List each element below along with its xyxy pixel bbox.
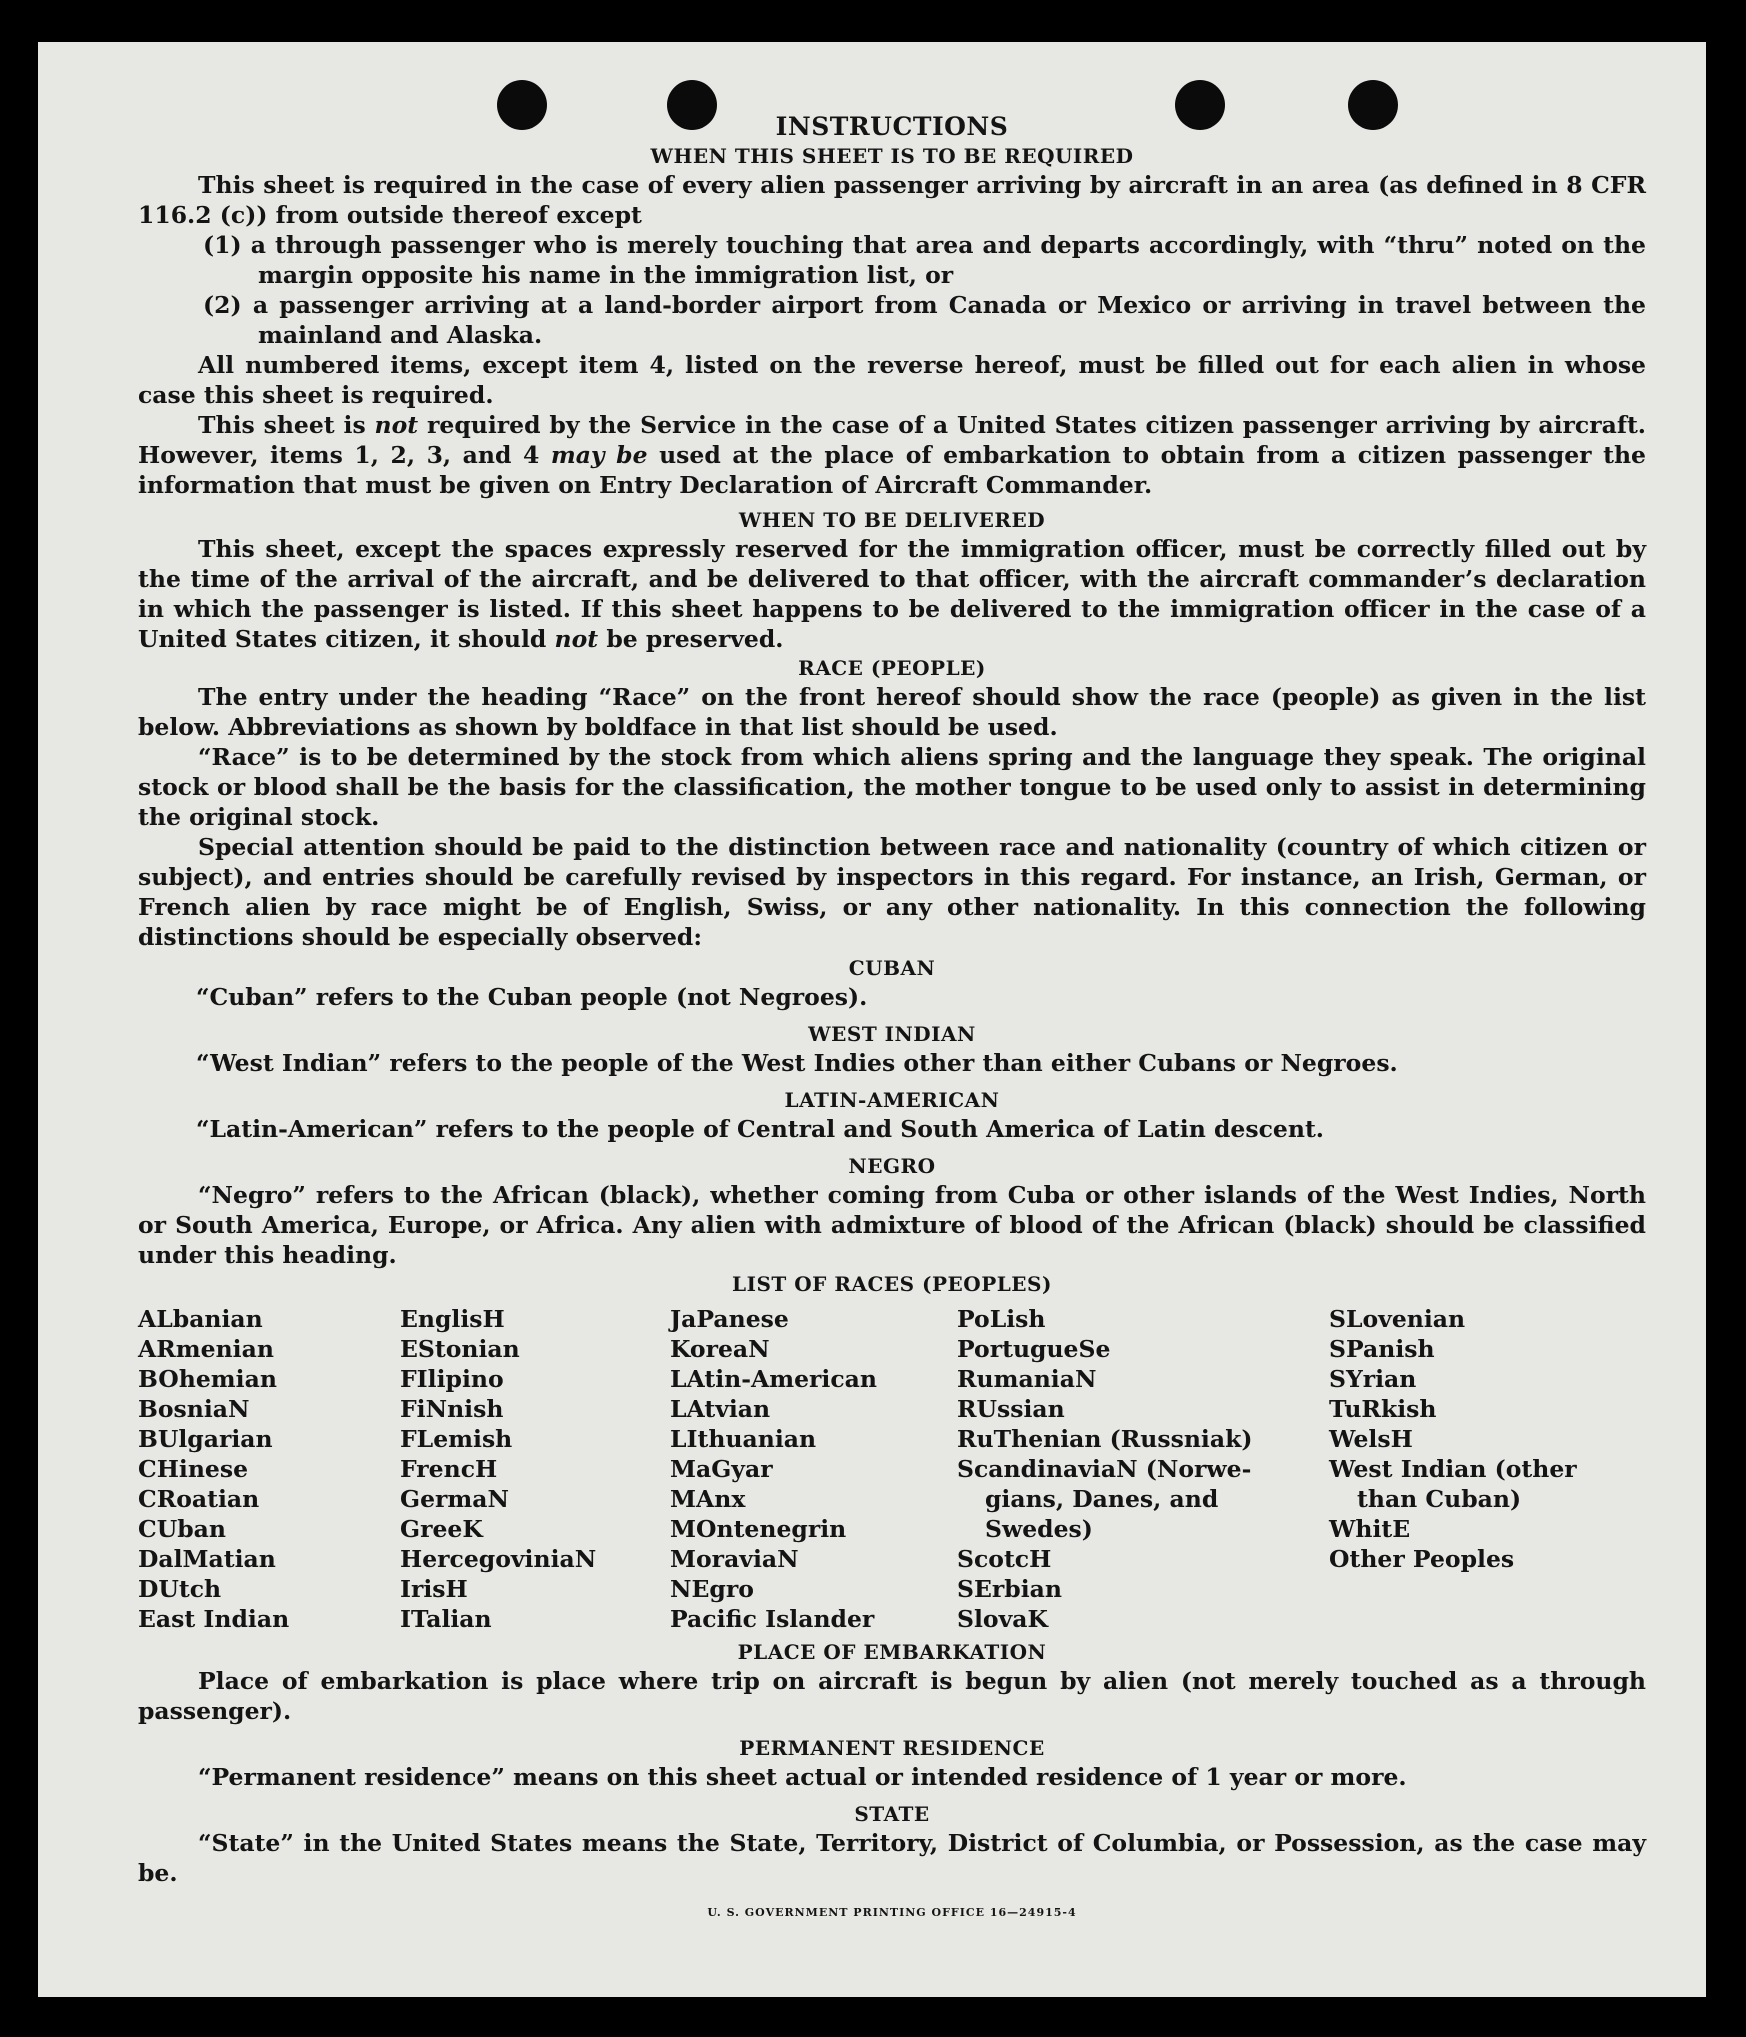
races-column-4	[957, 1304, 1329, 1634]
race-item-continuation: gians, Danes, and	[985, 1485, 1219, 1513]
exception-item-2: (2) a passenger arriving at a land-border airport from Canada or Mexico or arriving in travel between the mainland and Alaska.	[203, 291, 1646, 349]
section-heading-race: RACE (PEOPLE)	[798, 656, 986, 680]
race-item: GreeK	[400, 1515, 483, 1543]
race-item: Other Peoples	[1329, 1545, 1515, 1573]
race-item: EnglisH	[400, 1305, 505, 1333]
race-item: SLovenian	[1329, 1305, 1466, 1333]
race-item: ITalian	[400, 1605, 492, 1633]
paragraph: “Cuban” refers to the Cuban people (not Negroes).	[196, 983, 868, 1011]
instructions-body	[138, 112, 1646, 1928]
race-item: ARmenian	[138, 1335, 274, 1363]
paragraph: All numbered items, except item 4, listed on the reverse hereof, must be filled out for each alien in whose case this sheet is required.	[138, 351, 1646, 409]
race-item: TuRkish	[1329, 1395, 1437, 1423]
races-column-5	[1329, 1304, 1629, 1634]
section-heading-cuban: CUBAN	[848, 956, 936, 980]
races-list	[138, 1304, 1646, 1634]
race-item: KoreaN	[670, 1335, 770, 1363]
paragraph: “West Indian” refers to the people of the West Indies other than either Cubans or Negroes.	[196, 1049, 1398, 1077]
race-item: WhitE	[1329, 1515, 1411, 1543]
page-title: INSTRUCTIONS	[775, 112, 1009, 141]
race-item: Pacific Islander	[670, 1605, 875, 1633]
race-item: EStonian	[400, 1335, 520, 1363]
paragraph: This sheet is not required by the Service in the case of a United States citizen passenger arriving by aircraft. However, items 1, 2, 3, and 4 may be used at the place of embarkation to obtain from a citizen passenger the information that must be given on Entry Declaration of Aircraft Commander.	[138, 411, 1646, 499]
race-item: DalMatian	[138, 1545, 276, 1573]
paragraph: Special attention should be paid to the distinction between race and nationality (country of which citizen or subject), and entries should be carefully revised by inspectors in this regard. For instance, an Irish, German, or French alien by race might be of English, Swiss, or any other nationality. In this connection the following distinctions should be especially observed:	[138, 833, 1646, 951]
race-item: MaGyar	[670, 1455, 773, 1483]
race-item: RUssian	[957, 1395, 1065, 1423]
section-heading-required: WHEN THIS SHEET IS TO BE REQUIRED	[650, 144, 1134, 168]
paragraph: This sheet is required in the case of every alien passenger arriving by aircraft in an area (as defined in 8 CFR 116.2 (c)) from outside thereof except	[138, 171, 1646, 229]
section-heading-residence: PERMANENT RESIDENCE	[739, 1736, 1045, 1760]
race-item: FrencH	[400, 1455, 498, 1483]
race-item: FiNnish	[400, 1395, 504, 1423]
paragraph: Place of embarkation is place where trip on aircraft is begun by alien (not merely touched as a through passenger).	[138, 1667, 1646, 1725]
section-heading-west-indian: WEST INDIAN	[808, 1022, 976, 1046]
race-item: NEgro	[670, 1575, 754, 1603]
race-item: PoLish	[957, 1305, 1046, 1333]
paragraph: “Permanent residence” means on this sheet actual or intended residence of 1 year or more.	[198, 1763, 1407, 1791]
race-item: HercegoviniaN	[400, 1545, 597, 1573]
race-item: West Indian (other	[1329, 1455, 1577, 1483]
race-item: PortugueSe	[957, 1335, 1111, 1363]
race-item: DUtch	[138, 1575, 222, 1603]
section-heading-negro: NEGRO	[848, 1154, 936, 1178]
race-item: BOhemian	[138, 1365, 277, 1393]
race-item: ScotcH	[957, 1545, 1052, 1573]
race-item: WelsH	[1329, 1425, 1413, 1453]
race-item: MoraviaN	[670, 1545, 799, 1573]
race-item: CRoatian	[138, 1485, 260, 1513]
race-item: CHinese	[138, 1455, 249, 1483]
document-page	[38, 42, 1706, 1997]
race-item: ALbanian	[138, 1305, 263, 1333]
race-item: LAtin-American	[670, 1365, 877, 1393]
section-heading-list-of-races: LIST OF RACES (PEOPLES)	[732, 1272, 1052, 1296]
race-item: ScandinaviaN (Norwe-	[957, 1455, 1252, 1483]
section-heading-latin-american: LATIN-AMERICAN	[784, 1088, 1000, 1112]
race-item: FIlipino	[400, 1365, 504, 1393]
race-item: SPanish	[1329, 1335, 1435, 1363]
races-column-3	[670, 1304, 957, 1634]
paragraph: “Race” is to be determined by the stock from which aliens spring and the language they speak. The original stock or blood shall be the basis for the classification, the mother tongue to be used only to assist in determining the original stock.	[138, 743, 1646, 831]
race-item: MOntenegrin	[670, 1515, 847, 1543]
race-item: BosniaN	[138, 1395, 250, 1423]
paragraph: “State” in the United States means the State, Territory, District of Columbia, or Possession, as the case may be.	[138, 1829, 1646, 1887]
section-heading-delivered: WHEN TO BE DELIVERED	[738, 508, 1046, 532]
race-item: RuThenian (Russniak)	[957, 1425, 1253, 1453]
paragraph: “Latin-American” refers to the people of Central and South America of Latin descent.	[196, 1115, 1324, 1143]
race-item-continuation: Swedes)	[985, 1515, 1093, 1543]
race-item: MAnx	[670, 1485, 746, 1513]
race-item: FLemish	[400, 1425, 513, 1453]
section-heading-state: STATE	[854, 1802, 930, 1826]
race-item: LIthuanian	[670, 1425, 817, 1453]
races-column-1	[138, 1304, 400, 1634]
printer-imprint: U. S. GOVERNMENT PRINTING OFFICE 16—24915-4	[707, 1906, 1077, 1919]
exception-item-1: (1) a through passenger who is merely touching that area and departs accordingly, with “thru” noted on the margin opposite his name in the immigration list, or	[203, 231, 1646, 289]
race-item: LAtvian	[670, 1395, 771, 1423]
section-heading-embarkation: PLACE OF EMBARKATION	[737, 1640, 1047, 1664]
race-item-continuation: than Cuban)	[1357, 1485, 1522, 1513]
paragraph: The entry under the heading “Race” on the front hereof should show the race (people) as given in the list below. Abbreviations as shown by boldface in that list should be used.	[138, 683, 1646, 741]
race-item: BUlgarian	[138, 1425, 273, 1453]
race-item: SYrian	[1329, 1365, 1417, 1393]
race-item: JaPanese	[670, 1305, 789, 1333]
race-item: East Indian	[138, 1605, 290, 1633]
race-item: SlovaK	[957, 1605, 1048, 1633]
race-item: IrisH	[400, 1575, 468, 1603]
race-item: CUban	[138, 1515, 226, 1543]
race-item: RumaniaN	[957, 1365, 1097, 1393]
race-item: SErbian	[957, 1575, 1062, 1603]
races-column-2	[400, 1304, 670, 1634]
race-item: GermaN	[400, 1485, 509, 1513]
paragraph: This sheet, except the spaces expressly reserved for the immigration officer, must be correctly filled out by the time of the arrival of the aircraft, and be delivered to that officer, with the aircraft commander’s declaration in which the passenger is listed. If this sheet happens to be delivered to the immigration officer in the case of a United States citizen, it should not be preserved.	[138, 535, 1646, 653]
paragraph: “Negro” refers to the African (black), whether coming from Cuba or other islands of the West Indies, North or South America, Europe, or Africa. Any alien with admixture of blood of the African (black) should be classified under this heading.	[138, 1181, 1646, 1269]
